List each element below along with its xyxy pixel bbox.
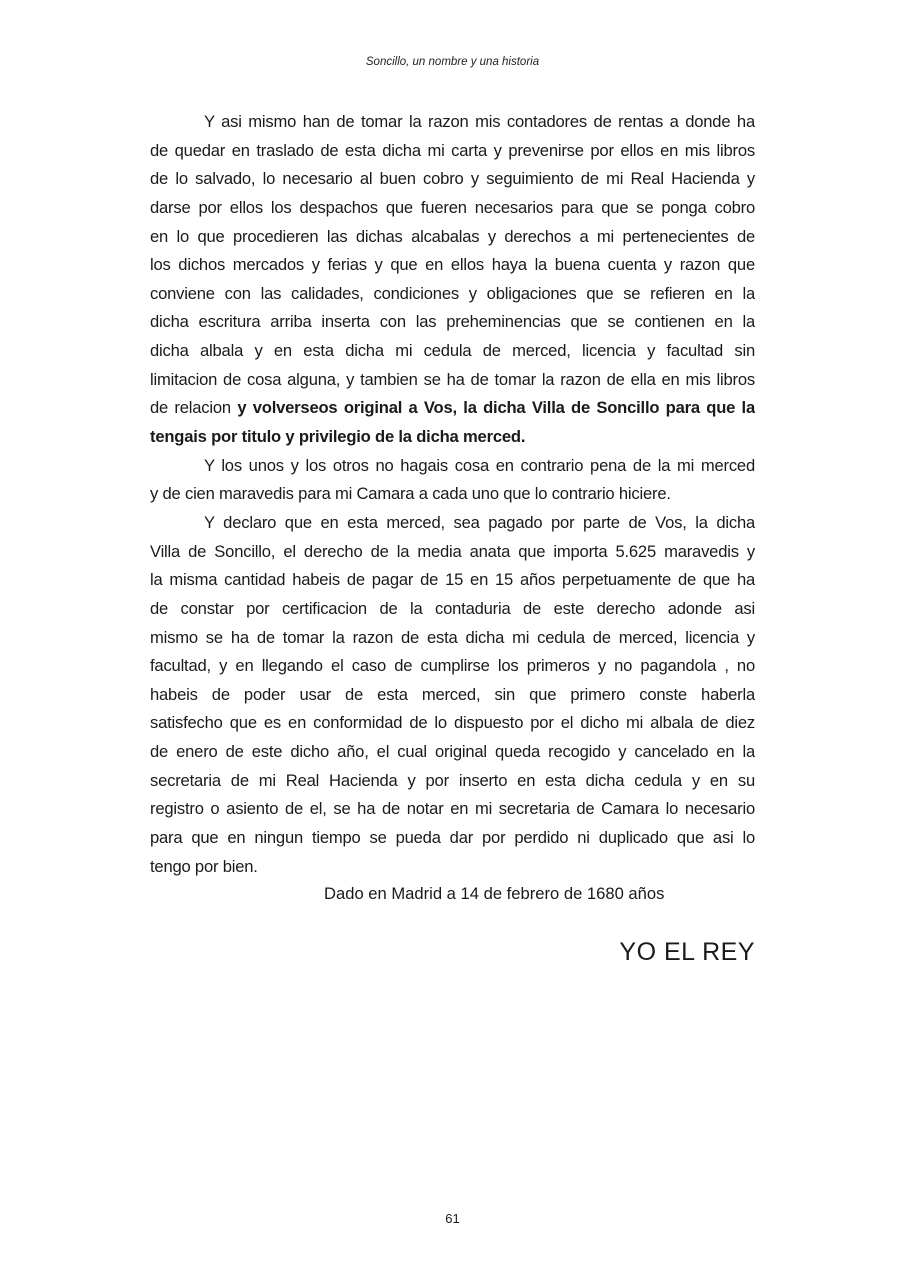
- text: darse por ellos los despachos que fueren necesarios para que se ponga cobro: [150, 197, 755, 217]
- text-line: [150, 795, 755, 824]
- text-line: [150, 280, 755, 309]
- date-line: Dado en Madrid a 14 de febrero de 1680 años: [324, 884, 665, 903]
- text-line: [150, 165, 755, 194]
- text: en lo que procedieren las dichas alcabalas y derechos a mi pertenecientes de: [150, 226, 755, 246]
- text: y de cien maravedis para mi Camara a cada uno que lo contrario hiciere.: [150, 484, 671, 504]
- text-line: [150, 194, 755, 223]
- text: de relacion: [150, 398, 238, 418]
- text-line: [150, 308, 755, 337]
- text: limitacion de cosa alguna, y tambien se ha de tomar la razon de ella en mis libros: [150, 369, 755, 389]
- text-line: [150, 452, 755, 481]
- text: de lo salvado, lo necesario al buen cobro y seguimiento de mi Real Hacienda y: [150, 169, 755, 189]
- text: Y los unos y los otros no hagais cosa en contrario pena de la mi merced: [204, 455, 755, 475]
- text-line: [150, 681, 755, 710]
- text-line: [150, 738, 755, 767]
- text: los dichos mercados y ferias y que en ellos haya la buena cuenta y razon que: [150, 255, 755, 275]
- text: registro o asiento de el, se ha de notar en mi secretaria de Camara lo necesario: [150, 799, 755, 819]
- document-body: [150, 108, 755, 881]
- paragraph: [150, 509, 755, 881]
- text: Villa de Soncillo, el derecho de la media anata que importa 5.625 maravedis y: [150, 541, 755, 561]
- text: satisfecho que es en conformidad de lo dispuesto por el dicho mi albala de diez: [150, 713, 755, 733]
- text: de constar por certificacion de la contaduria de este derecho adonde asi: [150, 598, 755, 618]
- text-line: [150, 137, 755, 166]
- text-line: [150, 423, 755, 452]
- bold-text: y volverseos original a Vos, la dicha Villa de Soncillo para que la: [237, 398, 755, 418]
- text: mismo se ha de tomar la razon de esta dicha mi cedula de merced, licencia y: [150, 627, 755, 647]
- text-line: [150, 595, 755, 624]
- paragraph: [150, 452, 755, 509]
- text-line: [150, 509, 755, 538]
- signature: YO EL REY: [619, 938, 755, 966]
- text-line: [150, 652, 755, 681]
- paragraph: [150, 108, 755, 452]
- text: conviene con las calidades, condiciones y obligaciones que se refieren en la: [150, 283, 755, 303]
- text-line: [150, 337, 755, 366]
- text: habeis de poder usar de esta merced, sin que primero conste haberla: [150, 684, 755, 704]
- text: dicha escritura arriba inserta con las preheminencias que se contienen en la: [150, 312, 755, 332]
- bold-text: tengais por titulo y privilegio de la dicha merced.: [150, 427, 526, 447]
- text-line: [150, 223, 755, 252]
- page-number: 61: [445, 1211, 460, 1226]
- text: Y declaro que en esta merced, sea pagado por parte de Vos, la dicha: [204, 512, 755, 532]
- text: de quedar en traslado de esta dicha mi carta y prevenirse por ellos en mis libros: [150, 140, 755, 160]
- text-line: [150, 538, 755, 567]
- text: tengo por bien.: [150, 856, 258, 876]
- text-line: [150, 624, 755, 653]
- text: Y asi mismo han de tomar la razon mis contadores de rentas a donde ha: [204, 112, 755, 131]
- text-line: [150, 251, 755, 280]
- text-line: [150, 824, 755, 853]
- text-line: [150, 767, 755, 796]
- text-line: [150, 108, 755, 137]
- text: la misma cantidad habeis de pagar de 15 en 15 años perpetuamente de que ha: [150, 570, 755, 590]
- text: de enero de este dicho año, el cual original queda recogido y cancelado en la: [150, 742, 755, 762]
- text-line: [150, 366, 755, 395]
- text-line: [150, 394, 755, 423]
- text: facultad, y en llegando el caso de cumplirse los primeros y no pagandola , no: [150, 656, 755, 676]
- text-line: [150, 566, 755, 595]
- text: para que en ningun tiempo se pueda dar por perdido ni duplicado que asi lo: [150, 828, 755, 848]
- text: secretaria de mi Real Hacienda y por inserto en esta dicha cedula y en su: [150, 770, 755, 790]
- text-line: [150, 853, 755, 882]
- text-line: [150, 480, 755, 509]
- running-header: Soncillo, un nombre y una historia: [365, 56, 540, 68]
- text-line: [150, 709, 755, 738]
- text: dicha albala y en esta dicha mi cedula de merced, licencia y facultad sin: [150, 341, 755, 361]
